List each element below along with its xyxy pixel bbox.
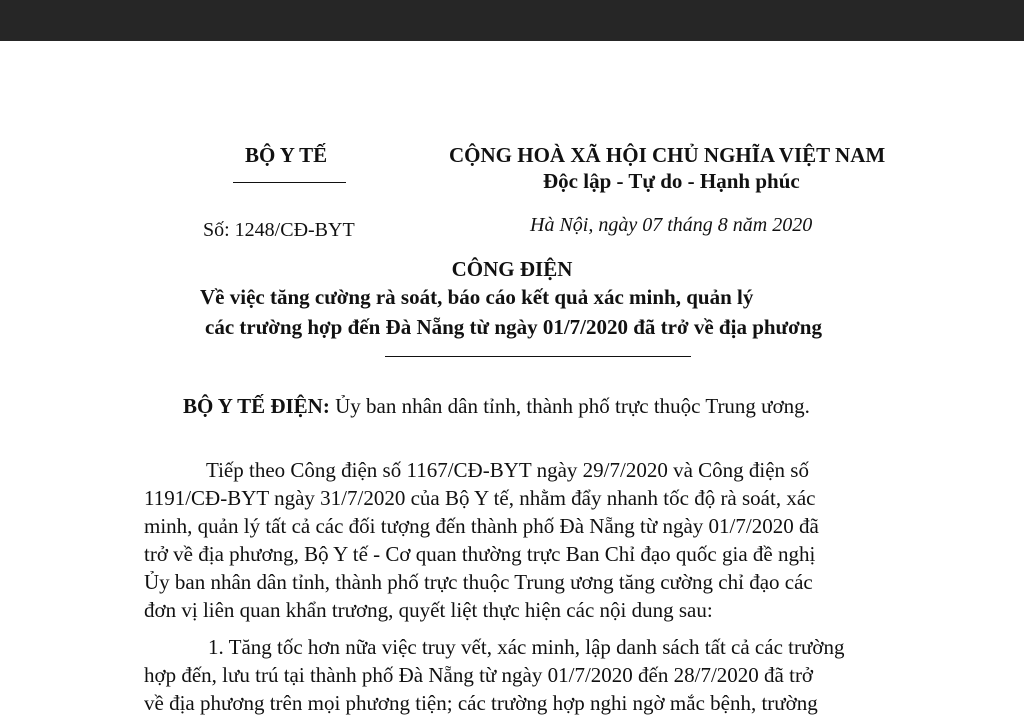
recipient-text: Ủy ban nhân dân tỉnh, thành phố trực thuộc Trung ương. — [329, 394, 810, 418]
recipient-label: BỘ Y TẾ ĐIỆN: — [183, 394, 330, 418]
paragraph-1-line: trở về địa phương, Bộ Y tế - Cơ quan thường trực Ban Chỉ đạo quốc gia đề nghị — [144, 542, 816, 566]
paragraph-2-line: hợp đến, lưu trú tại thành phố Đà Nẵng từ ngày 01/7/2020 đến 28/7/2020 đã trở — [144, 663, 814, 687]
title-underline — [385, 356, 691, 357]
paragraph-1-line: minh, quản lý tất cả các đối tượng đến thành phố Đà Nẵng từ ngày 01/7/2020 đã — [144, 514, 819, 538]
paragraph-2-line: 1. Tăng tốc hơn nữa việc truy vết, xác minh, lập danh sách tất cả các trường — [208, 635, 845, 659]
ministry-name: BỘ Y TẾ — [245, 143, 328, 167]
document-number: Số: 1248/CĐ-BYT — [203, 219, 355, 241]
recipient-line — [183, 394, 810, 419]
paragraph-1-line: Ủy ban nhân dân tỉnh, thành phố trực thuộc Trung ương tăng cường chỉ đạo các — [144, 570, 813, 594]
ministry-underline — [233, 182, 346, 183]
subject-line-2: các trường hợp đến Đà Nẵng từ ngày 01/7/2020 đã trở về địa phương — [205, 315, 822, 339]
subject-line-1: Về việc tăng cường rà soát, báo cáo kết quả xác minh, quản lý — [200, 285, 754, 309]
national-motto: Độc lập - Tự do - Hạnh phúc — [543, 169, 800, 193]
place-date: Hà Nội, ngày 07 tháng 8 năm 2020 — [530, 214, 813, 236]
paragraph-1-line: Tiếp theo Công điện số 1167/CĐ-BYT ngày 29/7/2020 và Công điện số — [206, 458, 809, 482]
paragraph-2-line: về địa phương trên mọi phương tiện; các trường hợp nghi ngờ mắc bệnh, trường — [144, 691, 818, 715]
viewer-top-bar — [0, 0, 1024, 41]
document-type-title: CÔNG ĐIỆN — [451, 257, 573, 281]
paragraph-1-line: đơn vị liên quan khẩn trương, quyết liệt thực hiện các nội dung sau: — [144, 598, 713, 622]
republic-name: CỘNG HOÀ XÃ HỘI CHỦ NGHĨA VIỆT NAM — [449, 143, 886, 167]
paragraph-1-line: 1191/CĐ-BYT ngày 31/7/2020 của Bộ Y tế, nhằm đẩy nhanh tốc độ rà soát, xác — [144, 486, 816, 510]
